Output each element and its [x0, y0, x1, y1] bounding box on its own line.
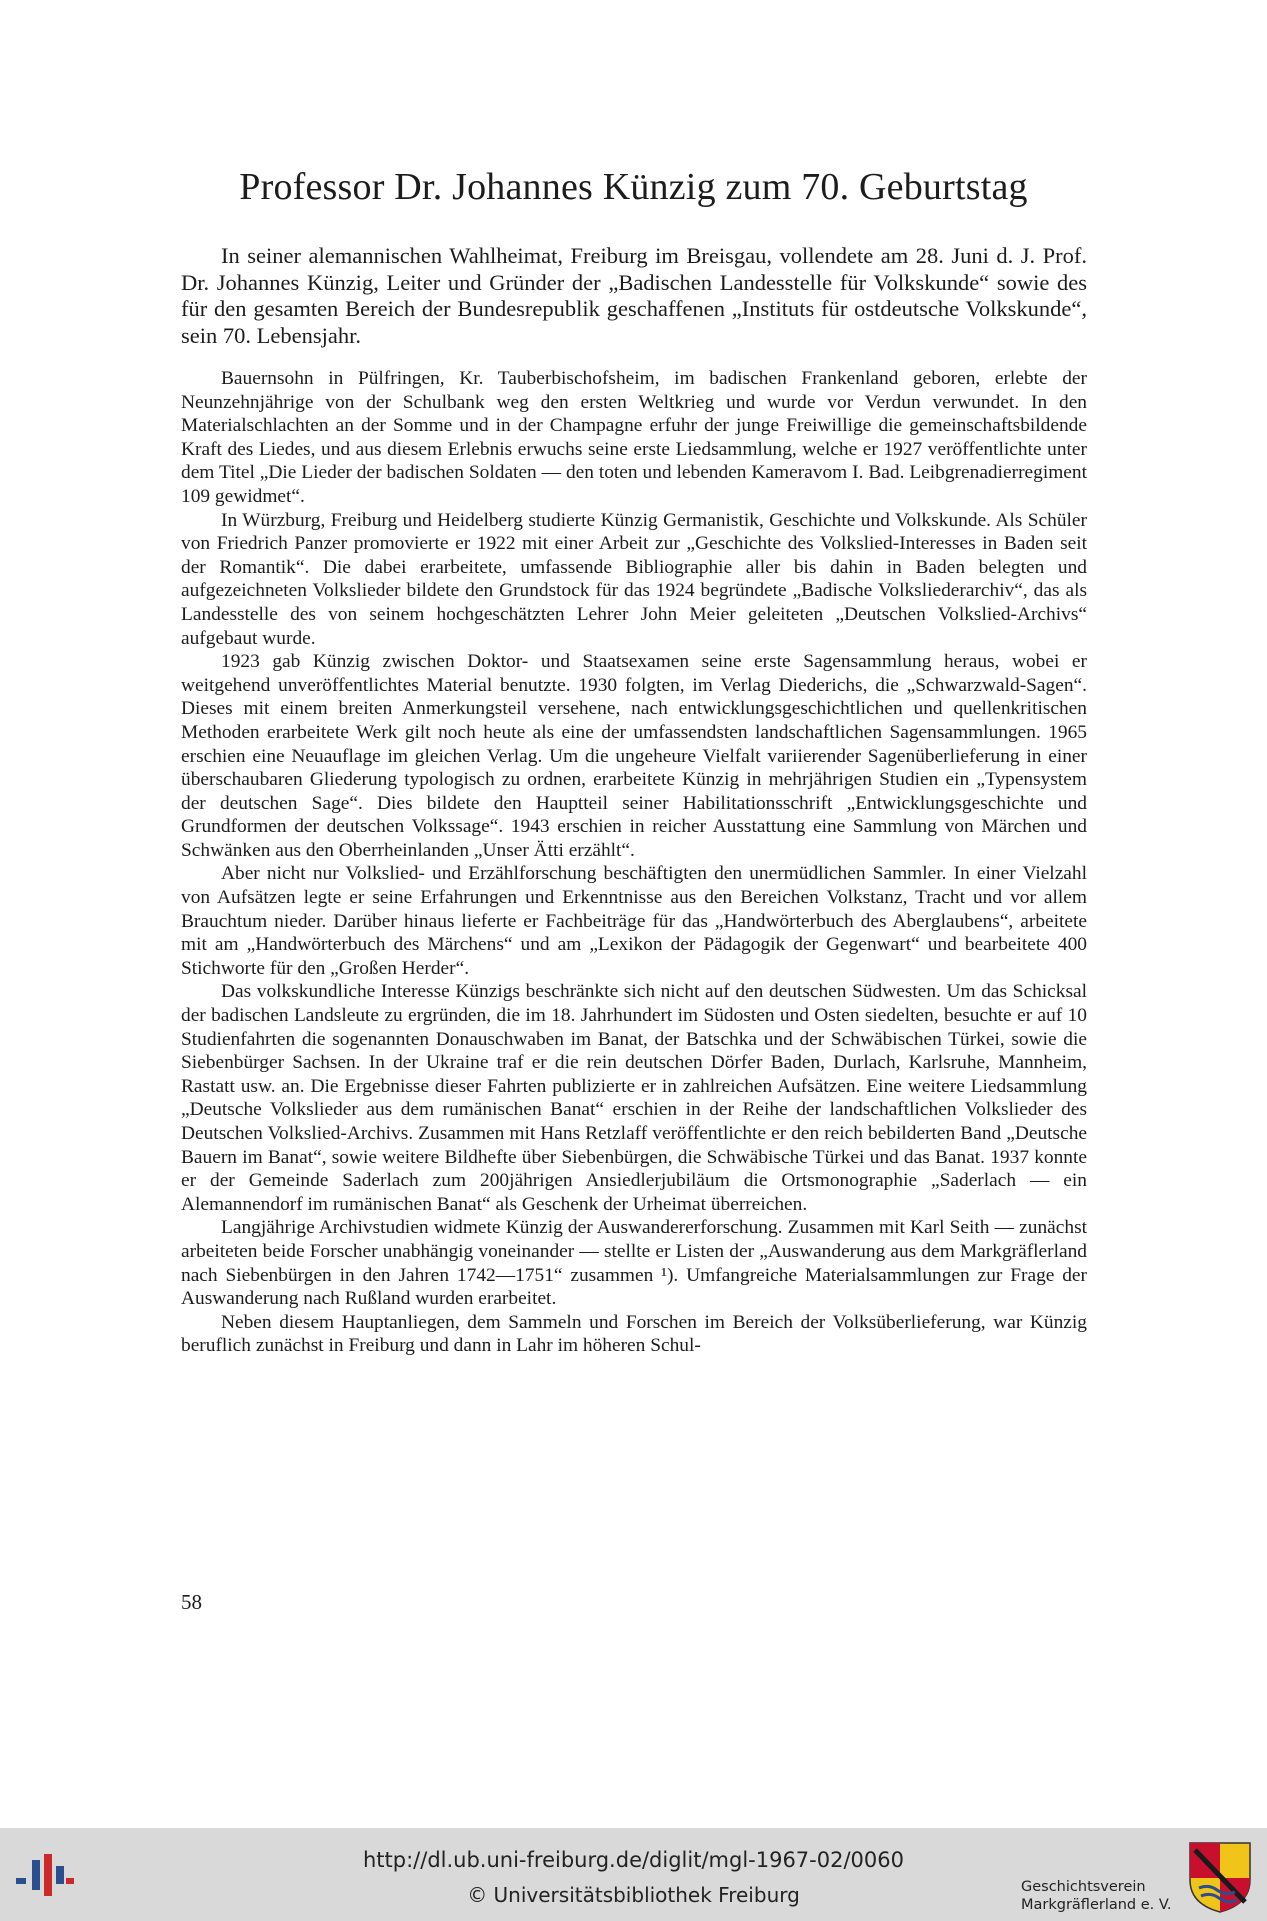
document-url-link[interactable]: http://dl.ub.uni-freiburg.de/diglit/mgl-1967-02/0060 [362, 1848, 904, 1872]
page-title: Professor Dr. Johannes Künzig zum 70. Geburtstag [239, 166, 1028, 208]
paragraph: Neben diesem Hauptanliegen, dem Sammeln und Forschen im Bereich der Volksüberlieferung, war Künzig beruflich zunächst in Freiburg und dann in Lahr im höheren Schul- [181, 1311, 1087, 1357]
society-line-2: Markgräflerland e. V. [1021, 1897, 1172, 1913]
footer-bar [0, 1828, 1267, 1921]
society-line-1: Geschichtsverein [1021, 1879, 1146, 1895]
paragraph: Bauernsohn in Pülfringen, Kr. Tauberbischofsheim, im badischen Frankenland geboren, erlebte der Neunzehnjährige von der Schulbank weg den ersten Weltkrieg und wurde vor Verdun verwundet. In den Materialschlachten an der Somme und in der Champagne erfuhr der junge Freiwillige die gemeinschaftsbildende Kraft des Liedes, und aus diesem Erlebnis erwuchs seine erste Liedsammlung, welche er 1927 veröffentlichte unter dem Titel „Die Lieder der badischen Soldaten — den toten und lebenden Kameravom I. Bad. Leibgrenadierregiment 109 gewidmet“. [181, 368, 1087, 507]
paragraph: 1923 gab Künzig zwischen Doktor- und Staatsexamen seine erste Sagensammlung heraus, wobei er weitgehend unveröffentlichtes Material benutzte. 1930 folgten, im Verlag Diederichs, die „Schwarzwald-Sagen“. Dieses mit einem breiten Anmerkungsteil versehene, nach entwicklungsgeschichtlichen und quellenkritischen Methoden erarbeitete Werk gilt noch heute als eine der umfassendsten landschaftlichen Sagensammlungen. 1965 erschien eine Neuauflage im gleichen Verlag. Um die ungeheure Vielfalt variierender Sagenüberlieferung in einer überschaubaren Gliederung typologisch zu ordnen, erarbeitete Künzig in mehrjährigen Studien ein „Typensystem der deutschen Sage“. Dies bildete den Hauptteil seiner Habilitationsschrift „Entwicklungsgeschichte und Grundformen der deutschen Volkssage“. 1943 erschien in reicher Ausstattung eine Sammlung von Märchen und Schwänken aus den Oberrheinlanden „Unser Ätti erzählt“. [181, 651, 1087, 861]
paragraph: Das volkskundliche Interesse Künzigs beschränkte sich nicht auf den deutschen Südwesten. Um das Schicksal der badischen Landsleute zu ergründen, die im 18. Jahrhundert im Südosten und Osten siedelten, besuchte er auf 10 Studienfahrten die sogenannten Donauschwaben im Banat, der Batschka und der Schwäbischen Türkei, sowie die Siebenbürger Sachsen. In der Ukraine traf er die rein deutschen Dörfer Baden, Durlach, Karlsruhe, Mannheim, Rastatt usw. an. Die Ergebnisse dieser Fahrten publizierte er in zahlreichen Aufsätzen. Eine weitere Liedsammlung „Deutsche Volkslieder aus dem rumänischen Banat“ erschien in der Reihe der landschaftlichen Volkslieder des Deutschen Volkslied-Archivs. Zusammen mit Hans Retzlaff veröffentlichte er den reich bebilderten Band „Deutsche Bauern im Banat“, sowie weitere Bildhefte über Siebenbürgen, die Schwäbische Türkei und das Banat. 1937 konnte er der Gemeinde Saderlach zum 200jährigen Ansiedlerjubiläum die Ortsmonographie „Saderlach — ein Alemannendorf im rumänischen Banat“ als Geschenk der Urheimat überreichen. [181, 981, 1087, 1215]
coat-of-arms-icon[interactable] [1187, 1840, 1253, 1914]
society-name [1021, 1878, 1176, 1914]
copyright-notice: © Universitätsbibliothek Freiburg [467, 1883, 800, 1907]
paragraph: Langjährige Archivstudien widmete Künzig der Auswandererforschung. Zusammen mit Karl Seith — zunächst arbeiteten beide Forscher unabhängig voneinander — stellte er Listen der „Auswanderung aus dem Markgräflerland nach Siebenbürgen in den Jahren 1742—1751“ zusammen ¹). Umfangreiche Materialsammlungen zur Frage der Auswanderung nach Rußland wurden erarbeitet. [181, 1217, 1087, 1310]
lead-paragraph [181, 243, 1087, 349]
lead-text: In seiner alemannischen Wahlheimat, Freiburg im Breisgau, vollendete am 28. Juni d. J. Prof. Dr. Johannes Künzig, Leiter und Gründer der „Badischen Landesstelle für Volkskunde“ sowie des für den gesamten Bereich der Bundesrepublik geschaffenen „Instituts für ostdeutsche Volkskunde“, sein 70. Lebensjahr. [181, 243, 1087, 348]
paragraph: In Würzburg, Freiburg und Heidelberg studierte Künzig Germanistik, Geschichte und Volkskunde. Als Schüler von Friedrich Panzer promovierte er 1922 mit einer Arbeit zur „Geschichte des Volkslied-Interesses in Baden seit der Romantik“. Die dabei erarbeitete, umfassende Bibliographie aller bis dahin in Baden belegten und aufgezeichneten Volkslieder bildete den Grundstock für das 1924 begründete „Badische Volksliederarchiv“, das als Landesstelle des von seinem hochgeschätzten Lehrer John Meier geleiteten „Deutschen Volkslied-Archivs“ aufgebaut wurde. [181, 509, 1087, 649]
article-body [181, 367, 1087, 1358]
paragraph: Aber nicht nur Volkslied- und Erzählforschung beschäftigten den unermüdlichen Sammler. In einer Vielzahl von Aufsätzen legte er seine Erfahrungen und Erkenntnisse aus den Bereichen Volkstanz, Tracht und vor allem Brauchtum nieder. Darüber hinaus lieferte er Fachbeiträge für das „Handwörterbuch des Aberglaubens“, arbeitete mit am „Handwörterbuch des Märchens“ und am „Lexikon der Pädagogik der Gegenwart“ und bearbeitete 400 Stichworte für den „Großen Herder“. [181, 863, 1087, 979]
page-number: 58 [181, 1590, 202, 1614]
